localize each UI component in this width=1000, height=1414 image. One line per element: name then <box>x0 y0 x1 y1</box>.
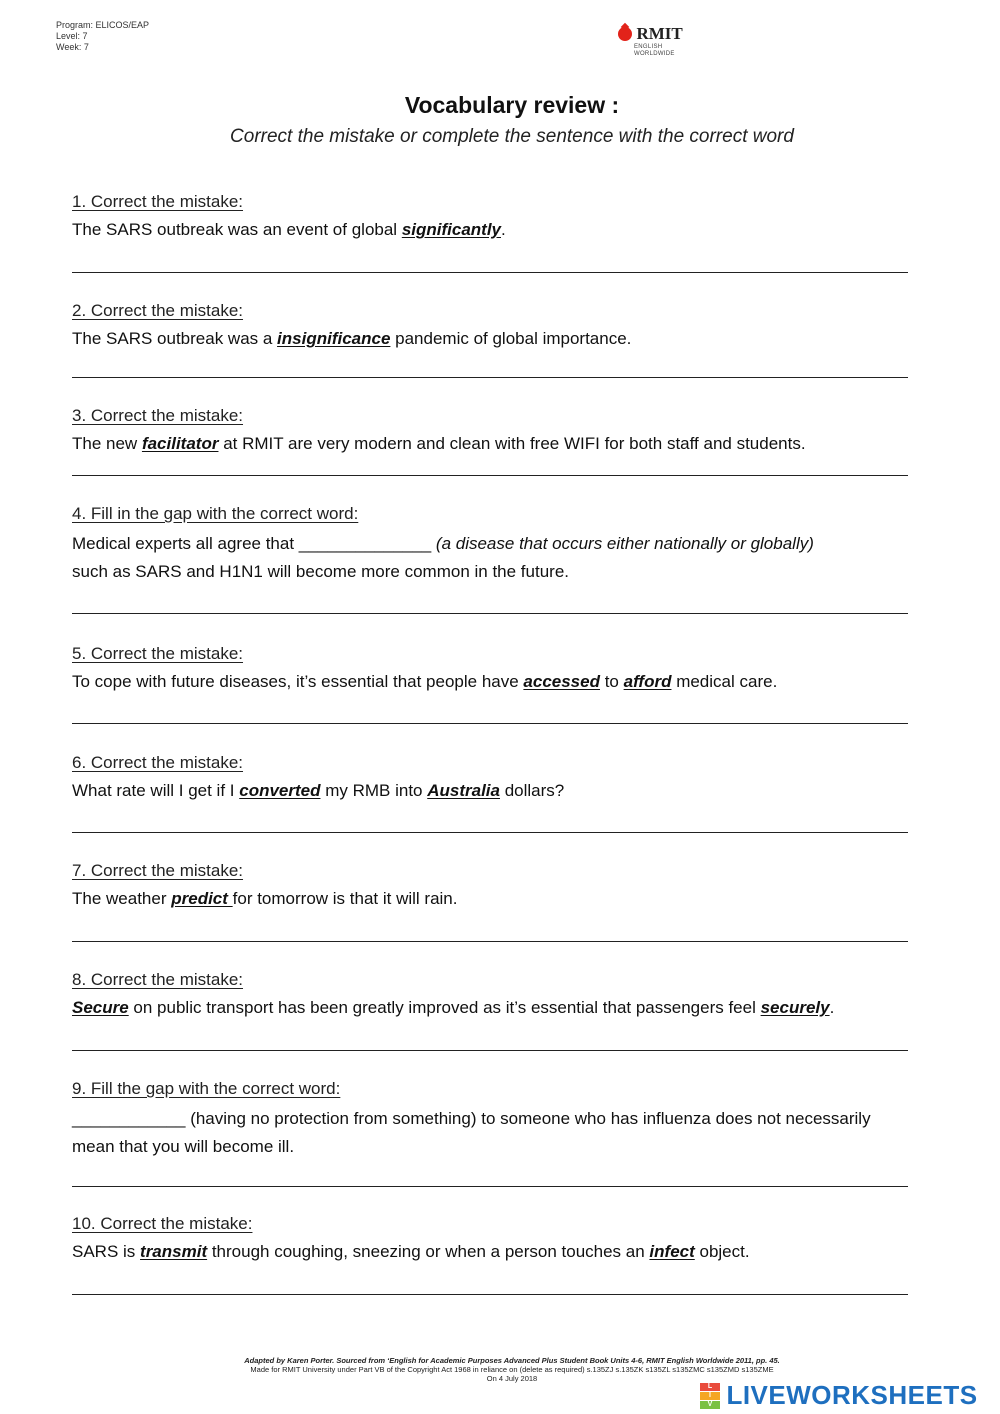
sentence-text: Medical experts all agree that <box>72 534 299 553</box>
sentence-text: The weather <box>72 889 172 908</box>
question-heading: 10. Correct the mistake: <box>72 1214 253 1233</box>
answer-line-2[interactable] <box>72 377 908 378</box>
fill-gap[interactable]: ______________ <box>298 534 432 553</box>
keyword: Secure <box>72 998 129 1017</box>
answer-line-5[interactable] <box>72 723 908 724</box>
question-heading: 1. Correct the mistake: <box>72 192 244 211</box>
rmit-logo <box>618 24 683 58</box>
question-heading: 4. Fill in the gap with the correct word: <box>72 504 359 523</box>
program-label: Program: ELICOS/EAP <box>56 20 150 30</box>
keyword: insignificance <box>277 329 391 348</box>
answer-line-9[interactable] <box>72 1186 908 1187</box>
question-heading: 9. Fill the gap with the correct word: <box>72 1079 341 1098</box>
question-sentence <box>72 220 972 240</box>
sentence-text: The SARS outbreak was an event of global <box>72 220 402 239</box>
sentence-text: for tomorrow is that it will rain. <box>232 889 458 908</box>
question-heading: 8. Correct the mistake: <box>72 970 244 989</box>
question-sentence <box>72 329 972 349</box>
question-9 <box>72 1079 972 1157</box>
sentence-text: medical care. <box>671 672 778 691</box>
question-1 <box>72 192 972 240</box>
keyword: securely <box>760 998 830 1017</box>
keyword: predict <box>171 889 233 908</box>
sentence-text: . <box>501 220 506 239</box>
question-sentence-continued: such as SARS and H1N1 will become more common in the future. <box>72 562 570 581</box>
block-i: I <box>700 1392 720 1400</box>
keyword: infect <box>649 1242 695 1261</box>
level-label: Level: 7 <box>56 31 88 41</box>
question-6 <box>72 753 972 801</box>
keyword: Australia <box>427 781 500 800</box>
fill-gap[interactable]: ____________ <box>72 1109 186 1128</box>
sentence-text: (having no protection from something) to someone who has influenza does not necessarily <box>185 1109 871 1128</box>
sentence-text: to <box>599 672 624 691</box>
question-sentence <box>72 672 972 692</box>
page-title: Vocabulary review : <box>404 92 620 118</box>
footer-date: On 4 July 2018 <box>486 1374 538 1383</box>
sentence-text: To cope with future diseases, it’s essential that people have <box>72 672 524 691</box>
sentence-text: SARS is <box>72 1242 141 1261</box>
answer-line-7[interactable] <box>72 941 908 942</box>
question-heading: 3. Correct the mistake: <box>72 406 244 425</box>
sentence-text: at RMIT are very modern and clean with free WIFI for both staff and students. <box>218 434 806 453</box>
sentence-text: through coughing, sneezing or when a person touches an <box>207 1242 650 1261</box>
answer-line-4[interactable] <box>72 613 908 614</box>
hint-text: (a disease that occurs either nationally or globally) <box>435 534 814 553</box>
program-info <box>56 20 149 53</box>
sentence-text: object. <box>694 1242 750 1261</box>
sentence-text: The SARS outbreak was a <box>72 329 278 348</box>
question-sentence <box>72 1109 972 1129</box>
question-sentence <box>72 534 972 554</box>
answer-line-6[interactable] <box>72 832 908 833</box>
page-footer <box>0 1356 1000 1383</box>
question-3 <box>72 406 972 454</box>
sentence-text: on public transport has been greatly improved as it’s essential that passengers feel <box>128 998 761 1017</box>
question-2 <box>72 301 972 349</box>
sentence-text: . <box>829 998 835 1017</box>
sentence-text: dollars? <box>499 781 565 800</box>
question-7 <box>72 861 972 909</box>
liveworksheets-blocks-icon <box>700 1382 722 1410</box>
question-5 <box>72 644 972 692</box>
week-label: Week: 7 <box>56 42 89 52</box>
rmit-logo-text: RMIT <box>636 24 683 43</box>
liveworksheets-text: LIVEWORKSHEETS <box>726 1380 978 1410</box>
question-sentence <box>72 434 972 454</box>
question-8 <box>72 970 972 1018</box>
question-4 <box>72 504 972 582</box>
sentence-text: my RMB into <box>320 781 428 800</box>
rmit-logo-sub2: WORLDWIDE <box>634 51 675 57</box>
liveworksheets-watermark <box>700 1380 978 1410</box>
page-subtitle: Correct the mistake or complete the sentence with the correct word <box>230 126 794 147</box>
question-heading: 6. Correct the mistake: <box>72 753 244 772</box>
keyword: facilitator <box>141 434 219 453</box>
question-sentence <box>72 1242 972 1262</box>
keyword: converted <box>239 781 321 800</box>
block-v: V <box>700 1401 720 1409</box>
rmit-logo-sub1: ENGLISH <box>634 44 663 50</box>
sentence-text: What rate will I get if I <box>72 781 240 800</box>
answer-line-8[interactable] <box>72 1050 908 1051</box>
question-heading: 2. Correct the mistake: <box>72 301 244 320</box>
question-sentence <box>72 781 972 801</box>
question-10 <box>72 1214 972 1262</box>
keyword: afford <box>623 672 672 691</box>
answer-line-1[interactable] <box>72 272 908 273</box>
answer-line-10[interactable] <box>72 1294 908 1295</box>
footer-copyright: Made for RMIT University under Part VB of the Copyright Act 1968 in reliance on (delete as required) s.135ZJ s.135ZK s135ZL s135ZMC s135ZMD s135ZME <box>250 1365 774 1374</box>
question-sentence <box>72 998 972 1018</box>
keyword: accessed <box>523 672 600 691</box>
question-heading: 5. Correct the mistake: <box>72 644 244 663</box>
question-sentence-continued: mean that you will become ill. <box>72 1137 295 1156</box>
question-sentence <box>72 889 972 909</box>
answer-line-3[interactable] <box>72 475 908 476</box>
sentence-text: The new <box>72 434 142 453</box>
question-heading: 7. Correct the mistake: <box>72 861 244 880</box>
rmit-pixel-icon <box>618 27 632 41</box>
keyword: transmit <box>140 1242 208 1261</box>
keyword: significantly <box>401 220 501 239</box>
block-l: L <box>700 1383 720 1391</box>
footer-source: Adapted by Karen Porter. Sourced from ‘English for Academic Purposes Advanced Plus Student Book Units 4-6, RMIT English Worldwide 2011, pp. 45. <box>244 1356 780 1365</box>
sentence-text: pandemic of global importance. <box>390 329 632 348</box>
